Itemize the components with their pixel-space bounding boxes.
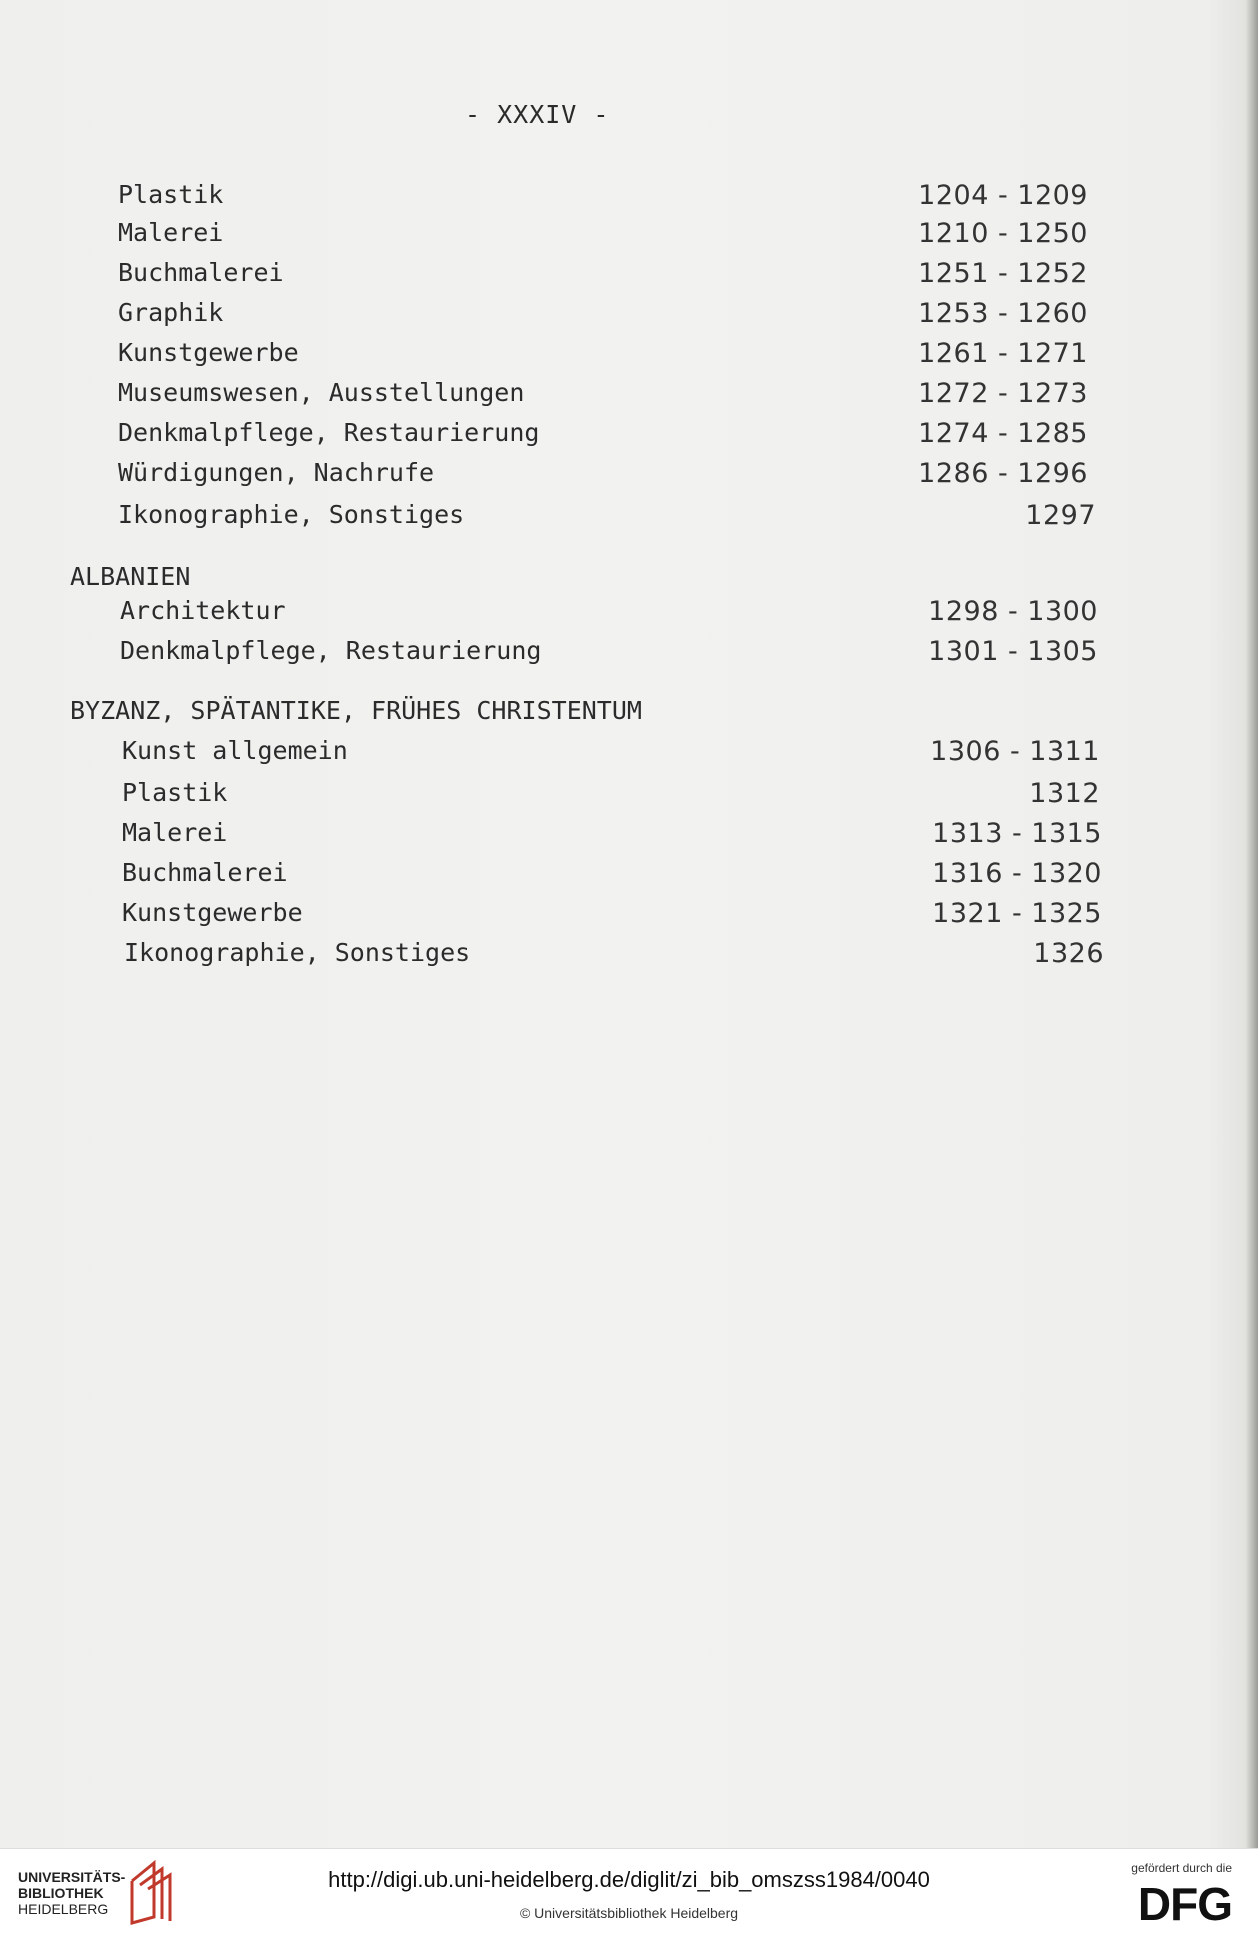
library-name-line3: HEIDELBERG [18, 1901, 109, 1917]
entry-label: Ikonographie, Sonstiges [118, 500, 465, 529]
list-item [0, 500, 1258, 536]
entry-range: 1204 - 1209 [918, 180, 1088, 211]
entry-range: 1321 - 1325 [932, 898, 1102, 929]
list-item [0, 778, 1258, 814]
entry-label: Architektur [120, 596, 286, 625]
entry-range: 1286 - 1296 [918, 458, 1088, 489]
entry-range: 1210 - 1250 [918, 218, 1088, 249]
entry-range: 1261 - 1271 [918, 338, 1088, 369]
list-item [0, 458, 1258, 494]
entry-label: Ikonographie, Sonstiges [124, 938, 471, 967]
page-number: - XXXIV - [465, 100, 610, 129]
list-item [0, 218, 1258, 254]
entry-range: 1251 - 1252 [918, 258, 1088, 289]
entry-range: 1297 [1025, 500, 1096, 531]
entry-label: Malerei [122, 818, 228, 847]
entry-label: Plastik [122, 778, 228, 807]
entry-label: Malerei [118, 218, 224, 247]
library-name-line1: UNIVERSITÄTS- [18, 1869, 126, 1885]
entry-range: 1298 - 1300 [928, 596, 1098, 627]
list-item [0, 378, 1258, 414]
entry-label: Graphik [118, 298, 224, 327]
entry-label: Buchmalerei [118, 258, 284, 287]
dfg-logo: DFG [1137, 1878, 1232, 1930]
entry-label: Museumswesen, Ausstellungen [118, 378, 525, 407]
list-item [0, 298, 1258, 334]
entry-range: 1274 - 1285 [918, 418, 1088, 449]
entry-label: Würdigungen, Nachrufe [118, 458, 435, 487]
list-item [0, 818, 1258, 854]
copyright-notice: © Universitätsbibliothek Heidelberg [519, 1905, 739, 1921]
section-heading-albanien: ALBANIEN [70, 562, 191, 591]
list-item [0, 736, 1258, 772]
entry-range: 1313 - 1315 [932, 818, 1102, 849]
entry-range: 1326 [1033, 938, 1104, 969]
entry-label: Plastik [118, 180, 224, 209]
entry-range: 1301 - 1305 [928, 636, 1098, 667]
permalink-url[interactable]: http://digi.ub.uni-heidelberg.de/diglit/zi_bib_omszss1984/0040 [328, 1867, 930, 1892]
list-item [0, 418, 1258, 454]
entry-label: Buchmalerei [122, 858, 288, 887]
entry-range: 1312 [1029, 778, 1100, 809]
entry-label: Kunstgewerbe [122, 898, 303, 927]
entry-label: Kunstgewerbe [118, 338, 299, 367]
entry-range: 1253 - 1260 [918, 298, 1088, 329]
entry-label: Denkmalpflege, Restaurierung [120, 636, 542, 665]
entry-range: 1306 - 1311 [930, 736, 1100, 767]
list-item [0, 858, 1258, 894]
list-item [0, 898, 1258, 934]
list-item [0, 938, 1258, 974]
list-item [0, 636, 1258, 672]
library-name-line2: BIBLIOTHEK [18, 1885, 104, 1901]
section-heading-byzanz: BYZANZ, SPÄTANTIKE, FRÜHES CHRISTENTUM [70, 696, 642, 725]
entry-label: Denkmalpflege, Restaurierung [118, 418, 540, 447]
list-item [0, 180, 1258, 216]
entry-range: 1272 - 1273 [918, 378, 1088, 409]
list-item [0, 338, 1258, 374]
list-item [0, 258, 1258, 294]
funding-note: gefördert durch die [1131, 1861, 1232, 1875]
entry-range: 1316 - 1320 [932, 858, 1102, 889]
footer-bar [0, 1848, 1258, 1939]
list-item [0, 596, 1258, 632]
entry-label: Kunst allgemein [122, 736, 348, 765]
